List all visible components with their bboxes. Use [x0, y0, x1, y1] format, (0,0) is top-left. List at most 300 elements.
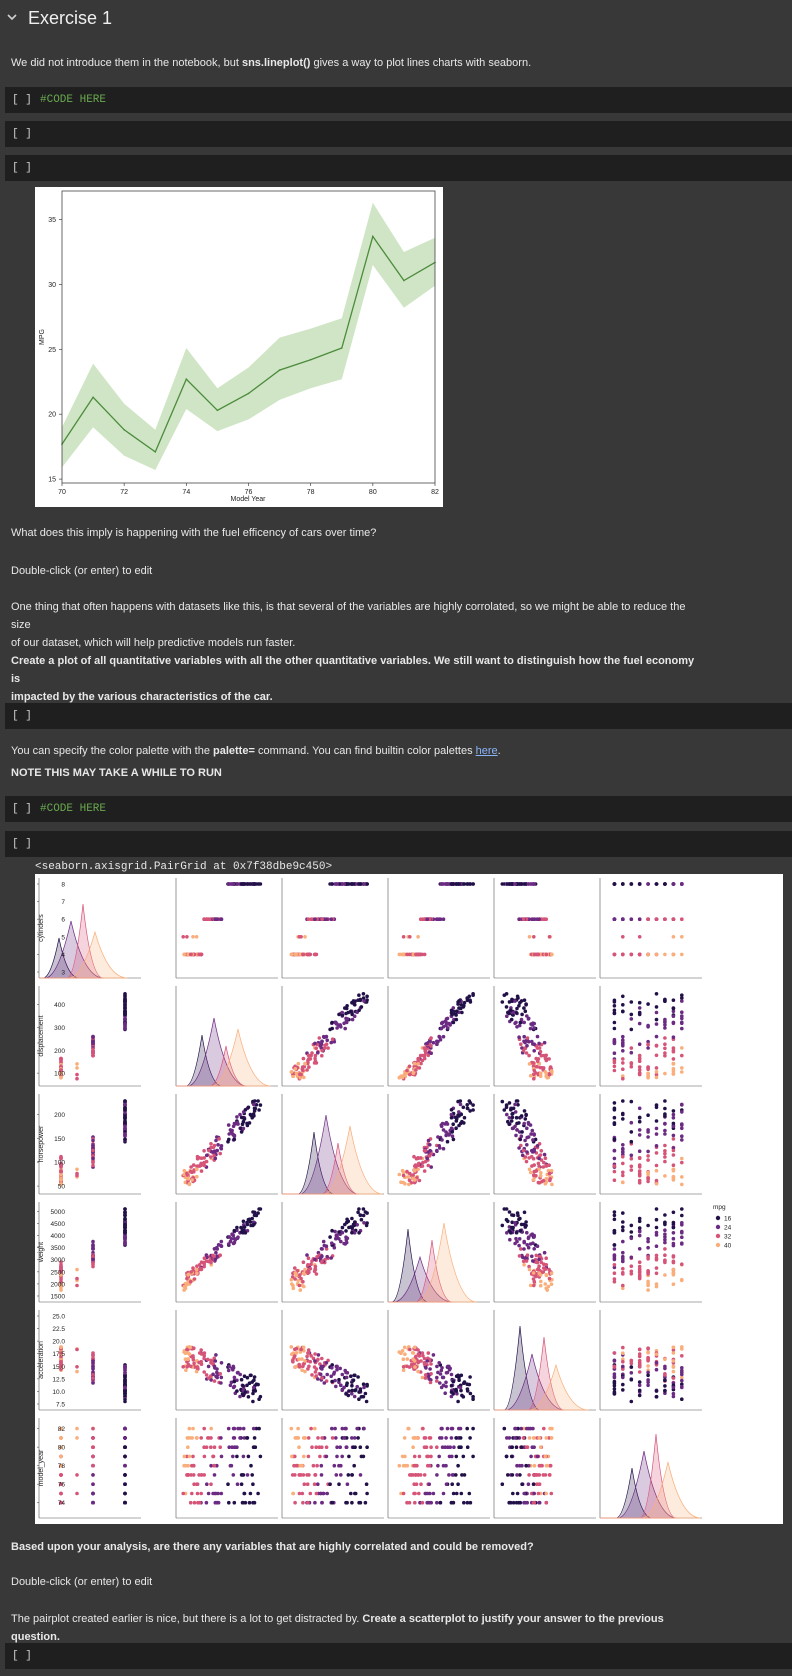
scatter-point: [91, 1139, 95, 1143]
scatter-point: [227, 1235, 231, 1239]
scatter-point: [505, 1106, 509, 1110]
scatter-point: [226, 1482, 230, 1486]
scatter-point: [520, 1223, 524, 1227]
scatter-point: [527, 1135, 531, 1139]
scatter-point: [325, 1455, 329, 1459]
scatter-point: [347, 1226, 351, 1230]
scatter-point: [233, 1229, 237, 1233]
scatter-point: [463, 1116, 467, 1120]
scatter-point: [515, 1473, 519, 1477]
scatter-point: [359, 1213, 363, 1217]
scatter-point: [313, 1482, 317, 1486]
code-cell-7[interactable]: [5, 1643, 792, 1669]
scatter-point: [638, 935, 642, 939]
scatter-point: [680, 1070, 684, 1074]
lineplot-output: [35, 187, 443, 507]
scatter-point: [209, 1445, 213, 1449]
scatter-point: [75, 1436, 79, 1440]
scatter-point: [457, 1114, 461, 1118]
scatter-point: [189, 953, 193, 957]
scatter-point: [446, 1132, 450, 1136]
run-button[interactable]: [ ]: [12, 128, 32, 140]
scatter-point: [307, 1256, 311, 1260]
scatter-point: [318, 1445, 322, 1449]
scatter-point: [550, 1069, 554, 1073]
scatter-point: [362, 1214, 366, 1218]
scatter-point: [655, 1076, 659, 1080]
scatter-point: [316, 1051, 320, 1055]
scatter-point: [621, 1376, 625, 1380]
code-cell-3[interactable]: [5, 155, 792, 181]
scatter-point: [455, 1010, 459, 1014]
scatter-point: [655, 1164, 659, 1168]
scatter-point: [621, 1113, 625, 1117]
scatter-point: [317, 1353, 321, 1357]
scatter-point: [318, 1455, 322, 1459]
scatter-point: [550, 1282, 554, 1286]
scatter-point: [299, 1073, 303, 1077]
scatter-point: [123, 1017, 127, 1021]
scatter-point: [425, 1042, 429, 1046]
y-tick-label: 6: [61, 916, 65, 924]
scatter-point: [513, 1125, 517, 1129]
question-text: What does this imply is happening with the fuel efficency of cars over time?: [11, 527, 377, 539]
scatter-point: [214, 1251, 218, 1255]
section-header[interactable]: [0, 0, 792, 38]
scatter-point: [450, 1455, 454, 1459]
scatter-point: [209, 1427, 213, 1431]
scatter-point: [460, 1120, 464, 1124]
scatter-point: [309, 1360, 313, 1364]
scatter-point: [338, 1445, 342, 1449]
scatter-point: [508, 1210, 512, 1214]
scatter-point: [435, 1473, 439, 1477]
scatter-point: [638, 1128, 642, 1132]
scatter-point: [91, 1149, 95, 1153]
code-cell-5[interactable]: [5, 796, 792, 822]
scatter-point: [672, 1062, 676, 1066]
scatter-point: [638, 1362, 642, 1366]
scatter-point: [207, 1149, 211, 1153]
scatter-point: [613, 1051, 617, 1055]
scatter-point: [663, 1152, 667, 1156]
scatter-point: [457, 999, 461, 1003]
scatter-point: [514, 1134, 518, 1138]
scatter-point: [471, 1397, 475, 1401]
scatter-point: [257, 1207, 261, 1211]
scatter-point: [501, 882, 505, 886]
scatter-point: [305, 1068, 309, 1072]
scatter-point: [630, 1121, 634, 1125]
scatter-point: [185, 935, 189, 939]
y-tick-label: 20: [48, 411, 56, 419]
scatter-point: [290, 1455, 294, 1459]
scatter-point: [240, 1130, 244, 1134]
scatter-point: [312, 1464, 316, 1468]
edit-hint[interactable]: Double-click (or enter) to edit: [11, 1576, 153, 1588]
scatter-point: [123, 1501, 127, 1505]
scatter-point: [510, 1213, 514, 1217]
scatter-point: [302, 1076, 306, 1080]
scatter-point: [630, 1013, 634, 1017]
run-button[interactable]: [ ]: [12, 710, 32, 722]
scatter-point: [398, 1173, 402, 1177]
scatter-point: [203, 1455, 207, 1459]
scatter-point: [663, 1026, 667, 1030]
scatter-point: [524, 1002, 528, 1006]
scatter-point: [365, 1492, 369, 1496]
scatter-point: [613, 1376, 617, 1380]
scatter-point: [638, 1073, 642, 1077]
scatter-point: [450, 1108, 454, 1112]
scatter-point: [528, 1436, 532, 1440]
scatter-point: [621, 1010, 625, 1014]
scatter-point: [413, 1062, 417, 1066]
y-axis-label: acceleration: [38, 1341, 45, 1379]
code-cell-2[interactable]: [5, 121, 792, 147]
scatter-point: [211, 1492, 215, 1496]
scatter-point: [440, 1386, 444, 1390]
scatter-point: [330, 1380, 334, 1384]
scatter-point: [655, 1169, 659, 1173]
scatter-point: [196, 1492, 200, 1496]
scatter-point: [189, 1270, 193, 1274]
scatter-point: [446, 1427, 450, 1431]
scatter-point: [325, 1255, 329, 1259]
scatter-point: [542, 1473, 546, 1477]
scatter-point: [655, 1106, 659, 1110]
scatter-point: [202, 1370, 206, 1374]
scatter-point: [638, 882, 642, 886]
scatter-point: [199, 1436, 203, 1440]
scatter-point: [518, 1464, 522, 1468]
scatter-point: [638, 1001, 642, 1005]
scatter-point: [524, 1113, 528, 1117]
pairplot: [35, 874, 783, 1524]
scatter-point: [193, 1277, 197, 1281]
scatter-point: [535, 1254, 539, 1258]
scatter-point: [330, 1027, 334, 1031]
scatter-point: [123, 1004, 127, 1008]
scatter-point: [510, 1445, 514, 1449]
scatter-point: [299, 1464, 303, 1468]
scatter-point: [510, 1455, 514, 1459]
scatter-point: [123, 1492, 127, 1496]
scatter-point: [672, 1237, 676, 1241]
scatter-point: [345, 1445, 349, 1449]
scatter-point: [680, 1278, 684, 1282]
scatter-point: [123, 1223, 127, 1227]
scatter-point: [613, 1351, 617, 1355]
scatter-point: [646, 953, 650, 957]
scatter-point: [655, 1389, 659, 1393]
scatter-point: [522, 1040, 526, 1044]
scatter-point: [205, 1373, 209, 1377]
scatter-point: [123, 1400, 127, 1404]
scatter-point: [186, 1177, 190, 1181]
scatter-point: [405, 953, 409, 957]
scatter-point: [59, 1170, 63, 1174]
scatter-point: [398, 953, 402, 957]
scatter-point: [186, 1273, 190, 1277]
scatter-point: [510, 1226, 514, 1230]
scatter-point: [529, 1123, 533, 1127]
scatter-point: [403, 1182, 407, 1186]
code-text[interactable]: #CODE HERE: [40, 94, 107, 106]
palettes-link[interactable]: here: [475, 745, 498, 757]
scatter-point: [91, 1035, 95, 1039]
scatter-point: [406, 1357, 410, 1361]
chevron-down-icon[interactable]: [5, 10, 19, 24]
scatter-point: [680, 1103, 684, 1107]
scatter-point: [91, 1436, 95, 1440]
scatter-point: [520, 999, 524, 1003]
scatter-point: [450, 1130, 454, 1134]
scatter-point: [335, 1473, 339, 1477]
pairplot-panel-cylinders-weight: [388, 878, 490, 978]
scatter-point: [538, 1066, 542, 1070]
scatter-point: [252, 1103, 256, 1107]
scatter-point: [209, 1482, 213, 1486]
y-tick-label: 3500: [50, 1245, 65, 1253]
scatter-point: [638, 1165, 642, 1169]
run-button[interactable]: [ ]: [12, 162, 32, 174]
scatter-point: [638, 1120, 642, 1124]
scatter-point: [663, 1047, 667, 1051]
scatter-point: [218, 1445, 222, 1449]
scatter-point: [435, 1379, 439, 1383]
scatter-point: [672, 1359, 676, 1363]
scatter-point: [401, 1349, 405, 1353]
scatter-point: [313, 1501, 317, 1505]
scatter-point: [539, 1072, 543, 1076]
scatter-point: [339, 1384, 343, 1388]
scatter-point: [630, 1154, 634, 1158]
scatter-point: [468, 1375, 472, 1379]
scatter-point: [621, 935, 625, 939]
scatter-point: [638, 1273, 642, 1277]
scatter-point: [544, 1156, 548, 1160]
scatter-point: [313, 1473, 317, 1477]
scatter-point: [513, 1242, 517, 1246]
code-text[interactable]: #CODE HERE: [40, 803, 107, 815]
run-button[interactable]: [ ]: [12, 1650, 32, 1662]
scatter-point: [543, 1251, 547, 1255]
scatter-point: [672, 1163, 676, 1167]
scatter-point: [655, 1127, 659, 1131]
scatter-point: [253, 1436, 257, 1440]
scatter-point: [663, 1114, 667, 1118]
edit-hint[interactable]: Double-click (or enter) to edit: [11, 565, 153, 577]
scatter-point: [290, 1345, 294, 1349]
pairplot-panel-displacement-model_year: [600, 986, 702, 1086]
scatter-point: [342, 882, 346, 886]
scatter-point: [680, 1046, 684, 1050]
pairplot-panel-horsepower-horsepower: [282, 1094, 384, 1194]
scatter-point: [457, 1110, 461, 1114]
scatter-point: [539, 1445, 543, 1449]
scatter-point: [353, 1492, 357, 1496]
scatter-point: [655, 1361, 659, 1365]
scatter-point: [663, 1155, 667, 1159]
y-tick-label: 5: [61, 934, 65, 942]
scatter-point: [613, 1004, 617, 1008]
scatter-point: [342, 1386, 346, 1390]
scatter-point: [233, 1380, 237, 1384]
scatter-point: [214, 917, 218, 921]
code-cell-4[interactable]: [5, 703, 792, 729]
scatter-point: [663, 882, 667, 886]
scatter-point: [459, 1099, 463, 1103]
scatter-point: [469, 1501, 473, 1505]
scatter-point: [75, 1168, 79, 1172]
scatter-point: [509, 1501, 513, 1505]
scatter-point: [521, 1154, 525, 1158]
scatter-point: [525, 1143, 529, 1147]
scatter-point: [352, 1445, 356, 1449]
scatter-point: [417, 1162, 421, 1166]
scatter-point: [532, 1173, 536, 1177]
scatter-point: [220, 1361, 224, 1365]
scatter-point: [663, 1384, 667, 1388]
scatter-point: [466, 1107, 470, 1111]
scatter-point: [503, 1427, 507, 1431]
run-button[interactable]: [ ]: [12, 838, 32, 850]
scatter-point: [75, 1073, 79, 1077]
scatter-point: [435, 1376, 439, 1380]
scatter-point: [540, 1464, 544, 1468]
scatter-point: [188, 1427, 192, 1431]
scatter-point: [407, 1183, 411, 1187]
scatter-point: [528, 1268, 532, 1272]
scatter-point: [301, 1492, 305, 1496]
scatter-point: [513, 1436, 517, 1440]
scatter-point: [459, 1427, 463, 1431]
scatter-point: [515, 1231, 519, 1235]
scatter-point: [350, 1501, 354, 1505]
scatter-point: [359, 1473, 363, 1477]
scatter-point: [233, 1138, 237, 1142]
scatter-point: [340, 1011, 344, 1015]
run-button[interactable]: [ ]: [12, 803, 32, 815]
scatter-point: [441, 1445, 445, 1449]
scatter-point: [417, 1057, 421, 1061]
scatter-point: [655, 1272, 659, 1276]
scatter-point: [75, 1077, 79, 1081]
y-tick-label: 3: [61, 969, 65, 977]
scatter-point: [544, 1282, 548, 1286]
scatter-point: [522, 917, 526, 921]
y-tick-label: 12.5: [52, 1376, 65, 1384]
scatter-point: [398, 1076, 402, 1080]
scatter-point: [638, 1234, 642, 1238]
scatter-point: [621, 1067, 625, 1071]
scatter-point: [503, 1207, 507, 1211]
y-tick-label: 76: [57, 1481, 65, 1489]
scatter-point: [672, 1125, 676, 1129]
scatter-point: [454, 1126, 458, 1130]
scatter-point: [329, 1256, 333, 1260]
scatter-point: [462, 1106, 466, 1110]
scatter-point: [526, 1253, 530, 1257]
scatter-point: [680, 1397, 684, 1401]
scatter-point: [646, 1246, 650, 1250]
scatter-point: [91, 1359, 95, 1363]
scatter-point: [294, 1271, 298, 1275]
scatter-point: [450, 1009, 454, 1013]
scatter-point: [207, 1260, 211, 1264]
scatter-point: [195, 935, 199, 939]
scatter-point: [528, 935, 532, 939]
code-cell-1[interactable]: [5, 87, 792, 113]
scatter-point: [460, 1394, 464, 1398]
scatter-point: [630, 1371, 634, 1375]
scatter-point: [630, 1230, 634, 1234]
scatter-point: [59, 1057, 63, 1061]
scatter-point: [469, 1392, 473, 1396]
scatter-point: [525, 1231, 529, 1235]
scatter-point: [522, 1436, 526, 1440]
scatter-point: [529, 1427, 533, 1431]
y-tick-label: 25.0: [52, 1313, 65, 1321]
scatter-point: [185, 1348, 189, 1352]
scatter-point: [252, 1114, 256, 1118]
scatter-point: [621, 1251, 625, 1255]
scatter-point: [672, 1370, 676, 1374]
scatter-point: [510, 998, 514, 1002]
scatter-point: [233, 1427, 237, 1431]
scatter-point: [613, 953, 617, 957]
scatter-point: [638, 1260, 642, 1264]
scatter-point: [550, 1169, 554, 1173]
scatter-point: [456, 1400, 460, 1404]
scatter-point: [232, 1436, 236, 1440]
scatter-point: [672, 1346, 676, 1350]
scatter-point: [456, 1464, 460, 1468]
scatter-point: [672, 1365, 676, 1369]
scatter-point: [421, 1351, 425, 1355]
scatter-point: [513, 1103, 517, 1107]
scatter-point: [416, 1370, 420, 1374]
scatter-point: [505, 1113, 509, 1117]
pairplot-panel-model_year-weight: [388, 1418, 490, 1518]
scatter-point: [522, 1501, 526, 1505]
scatter-point: [613, 1218, 617, 1222]
scatter-point: [663, 1213, 667, 1217]
scatter-point: [341, 1226, 345, 1230]
scatter-point: [531, 1129, 535, 1133]
pairplot-panel-cylinders-model_year: [600, 878, 702, 978]
scatter-point: [190, 1178, 194, 1182]
scatter-point: [638, 1247, 642, 1251]
run-button[interactable]: [ ]: [12, 94, 32, 106]
scatter-point: [91, 1240, 95, 1244]
scatter-point: [525, 1127, 529, 1131]
scatter-point: [534, 1473, 538, 1477]
section-title: Exercise 1: [28, 8, 113, 28]
scatter-point: [630, 1168, 634, 1172]
scatter-point: [421, 1501, 425, 1505]
scatter-point: [613, 1387, 617, 1391]
scatter-point: [539, 1171, 543, 1175]
scatter-point: [445, 1017, 449, 1021]
y-tick-label: 150: [54, 1135, 65, 1143]
scatter-point: [211, 1373, 215, 1377]
pairplot-panel-weight-cylinders: [37, 1202, 141, 1302]
code-cell-6[interactable]: [5, 831, 792, 857]
scatter-point: [205, 1482, 209, 1486]
pairplot-panel-displacement-displacement: [176, 986, 278, 1086]
